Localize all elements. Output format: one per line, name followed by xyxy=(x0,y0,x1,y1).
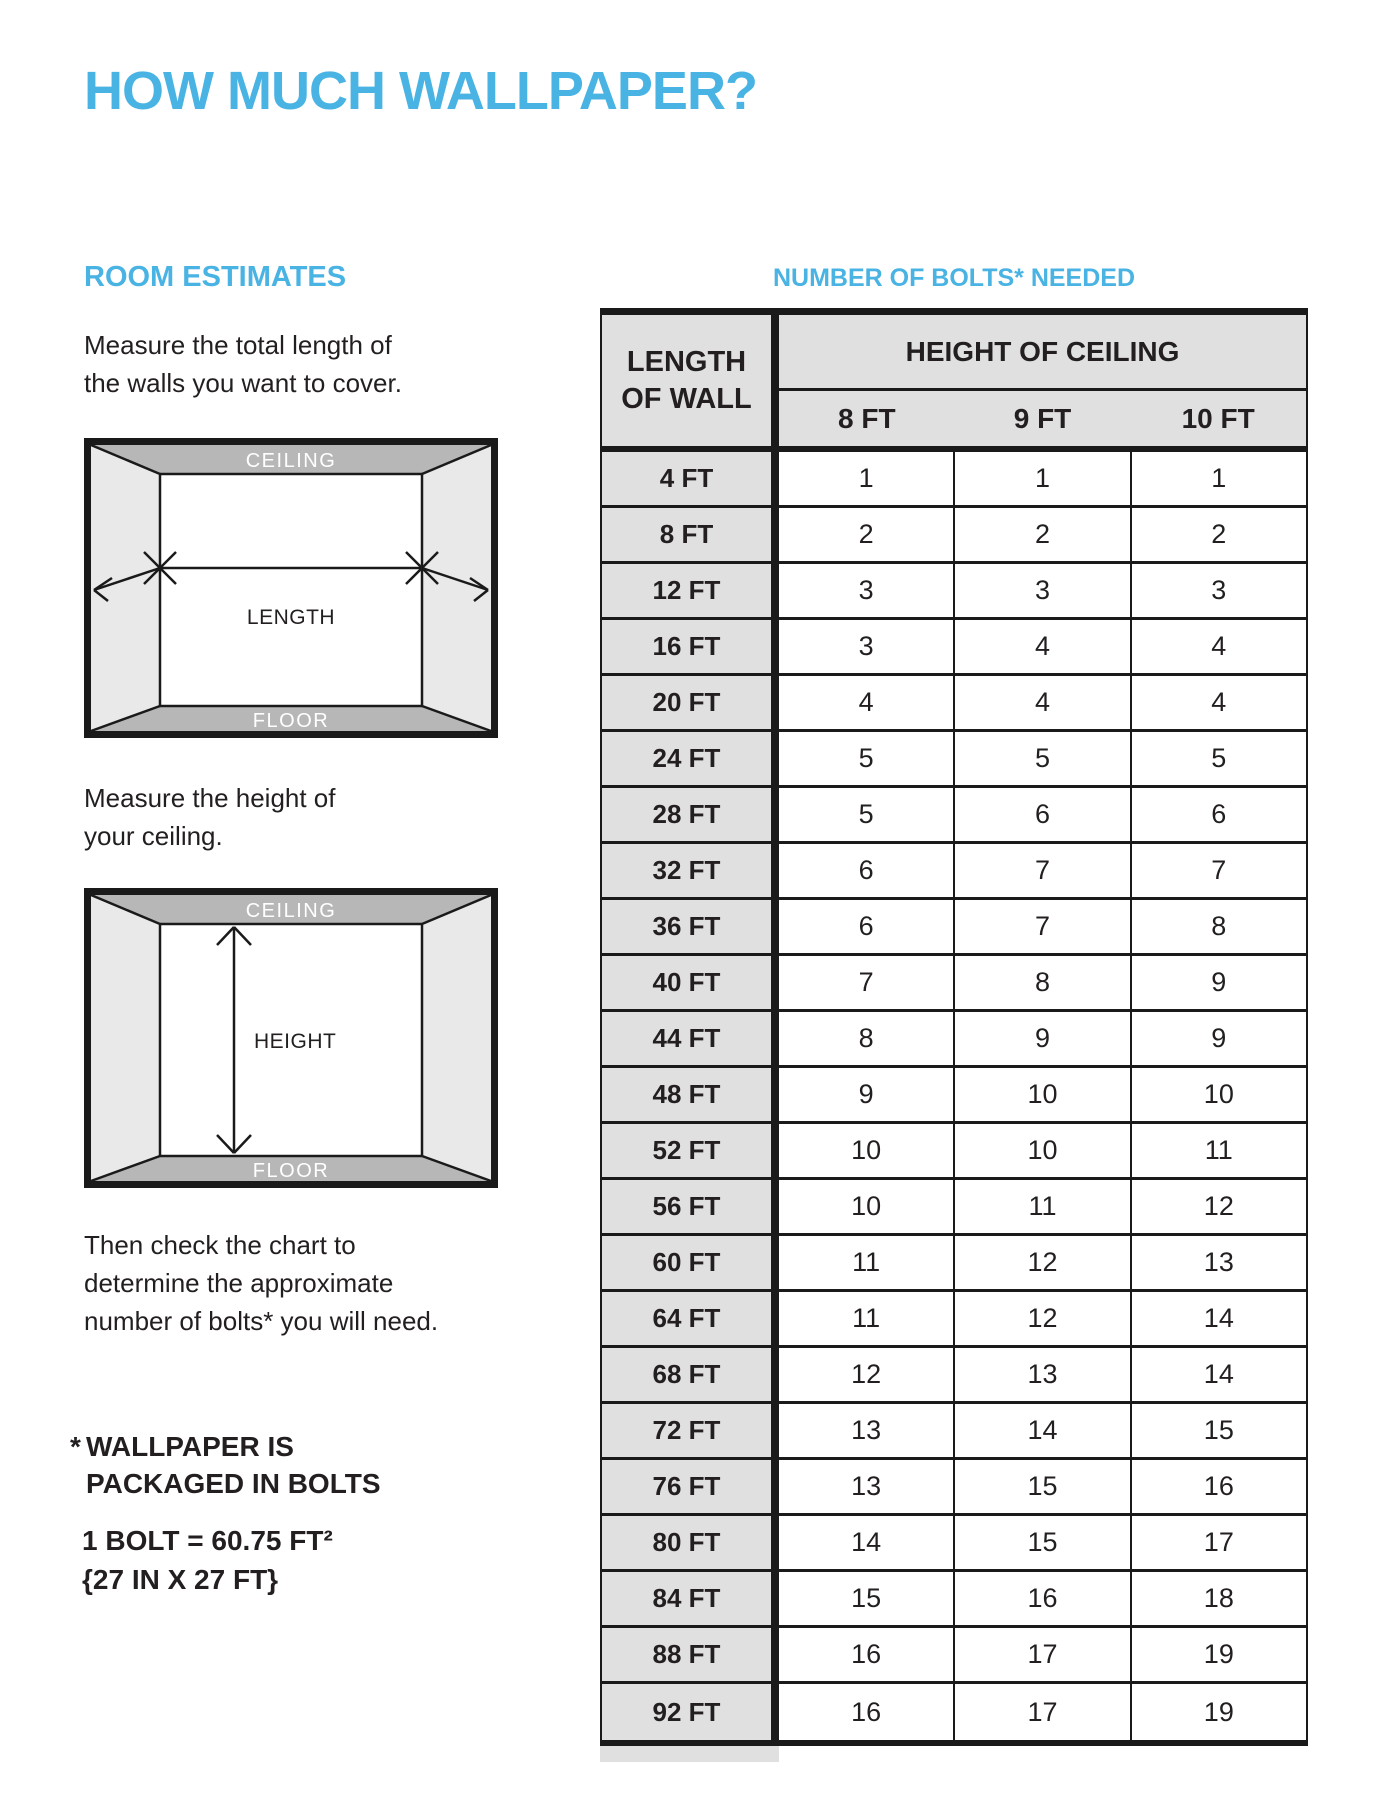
row-length-label: 8 FT xyxy=(602,508,779,561)
table-row xyxy=(602,508,1306,564)
bolts-value-cell: 4 xyxy=(779,676,953,729)
bolts-value-cell: 10 xyxy=(779,1180,953,1233)
bolts-value-cell: 5 xyxy=(1130,732,1306,785)
room-height-diagram xyxy=(84,888,498,1188)
text-line: your ceiling. xyxy=(84,821,223,851)
column-header-10ft: 10 FT xyxy=(1181,402,1255,434)
ceiling-label: CEILING xyxy=(245,450,337,472)
bolts-value-cell: 5 xyxy=(779,732,953,785)
table-row xyxy=(602,732,1306,788)
bolt-equation: 1 BOLT = 60.75 FT² xyxy=(82,1525,333,1556)
room-walls xyxy=(88,442,495,735)
row-length-label: 40 FT xyxy=(602,956,779,1009)
bolts-value-cell: 2 xyxy=(1130,508,1306,561)
text-line: Then check the chart to xyxy=(84,1230,356,1260)
row-length-label: 36 FT xyxy=(602,900,779,953)
height-of-ceiling-header: HEIGHT OF CEILING xyxy=(779,315,1306,391)
row-length-label: 64 FT xyxy=(602,1292,779,1345)
bolts-value-cell: 10 xyxy=(953,1124,1129,1177)
row-length-label: 88 FT xyxy=(602,1628,779,1681)
room-estimates-heading: ROOM ESTIMATES xyxy=(84,261,347,293)
bolts-value-cell: 4 xyxy=(953,676,1129,729)
bolts-value-cell: 15 xyxy=(779,1572,953,1625)
row-length-label: 68 FT xyxy=(602,1348,779,1401)
text-line: the walls you want to cover. xyxy=(84,368,402,398)
bolts-value-cell: 14 xyxy=(1130,1348,1306,1401)
table-row xyxy=(602,1572,1306,1628)
table-row xyxy=(602,1516,1306,1572)
measure-height-text xyxy=(84,779,336,855)
text-line: determine the approximate xyxy=(84,1268,394,1298)
bolts-value-cell: 3 xyxy=(779,564,953,617)
bolts-value-cell: 4 xyxy=(1130,620,1306,673)
page-title: HOW MUCH WALLPAPER? xyxy=(84,61,757,121)
bolts-value-cell: 9 xyxy=(1130,1012,1306,1065)
bolts-value-cell: 2 xyxy=(953,508,1129,561)
table-row xyxy=(602,564,1306,620)
bolts-value-cell: 8 xyxy=(779,1012,953,1065)
bolts-value-cell: 11 xyxy=(779,1236,953,1289)
height-label: HEIGHT xyxy=(254,1030,337,1053)
bolts-value-cell: 1 xyxy=(953,452,1129,505)
bolts-value-cell: 16 xyxy=(779,1628,953,1681)
bolts-value-cell: 10 xyxy=(779,1124,953,1177)
bolts-value-cell: 9 xyxy=(1130,956,1306,1009)
ceiling-label: CEILING xyxy=(245,900,337,922)
text-line: Measure the height of xyxy=(84,783,336,813)
table-bottom-partial-row xyxy=(600,1746,779,1762)
bolts-value-cell: 16 xyxy=(1130,1460,1306,1513)
table-row xyxy=(602,1292,1306,1348)
bolts-value-cell: 17 xyxy=(1130,1516,1306,1569)
bolts-value-cell: 1 xyxy=(779,452,953,505)
footnote-line: PACKAGED IN BOLTS xyxy=(86,1468,381,1499)
row-length-label: 56 FT xyxy=(602,1180,779,1233)
table-row xyxy=(602,1404,1306,1460)
bolts-value-cell: 7 xyxy=(953,900,1129,953)
floor-label: FLOOR xyxy=(252,710,330,732)
bolts-value-cell: 6 xyxy=(953,788,1129,841)
bolts-value-cell: 3 xyxy=(779,620,953,673)
bolts-value-cell: 17 xyxy=(953,1628,1129,1681)
bolts-value-cell: 12 xyxy=(953,1292,1129,1345)
header-line: LENGTH xyxy=(626,345,747,378)
bolts-value-cell: 7 xyxy=(779,956,953,1009)
bolts-value-cell: 13 xyxy=(953,1348,1129,1401)
row-length-label: 72 FT xyxy=(602,1404,779,1457)
table-row xyxy=(602,1012,1306,1068)
table-row xyxy=(602,1684,1306,1740)
row-length-label: 80 FT xyxy=(602,1516,779,1569)
bolts-value-cell: 11 xyxy=(779,1292,953,1345)
row-length-label: 4 FT xyxy=(602,452,779,505)
bolts-value-cell: 15 xyxy=(1130,1404,1306,1457)
bolts-value-cell: 12 xyxy=(953,1236,1129,1289)
row-length-label: 20 FT xyxy=(602,676,779,729)
text-line: number of bolts* you will need. xyxy=(84,1306,439,1336)
bolts-value-cell: 3 xyxy=(953,564,1129,617)
bolts-value-cell: 5 xyxy=(779,788,953,841)
bolts-value-cell: 4 xyxy=(1130,676,1306,729)
room-length-diagram xyxy=(84,438,498,738)
row-length-label: 60 FT xyxy=(602,1236,779,1289)
table-row xyxy=(602,1180,1306,1236)
bolt-dimensions: {27 IN X 27 FT} xyxy=(82,1564,279,1595)
floor-label: FLOOR xyxy=(252,1160,330,1182)
table-row xyxy=(602,900,1306,956)
bolts-value-cell: 19 xyxy=(1130,1684,1306,1740)
table-row xyxy=(602,1348,1306,1404)
bolts-value-cell: 8 xyxy=(953,956,1129,1009)
bolts-table-body xyxy=(602,452,1306,1740)
ceiling-height-columns xyxy=(779,391,1306,446)
table-row xyxy=(602,844,1306,900)
asterisk: * xyxy=(70,1431,81,1462)
bolts-value-cell: 8 xyxy=(1130,900,1306,953)
bolt-size-info xyxy=(82,1521,333,1599)
bolts-needed-heading: NUMBER OF BOLTS* NEEDED xyxy=(772,264,1136,292)
row-length-label: 32 FT xyxy=(602,844,779,897)
bolts-value-cell: 4 xyxy=(953,620,1129,673)
row-length-label: 84 FT xyxy=(602,1572,779,1625)
bolts-value-cell: 15 xyxy=(953,1516,1129,1569)
bolts-value-cell: 13 xyxy=(1130,1236,1306,1289)
column-header-9ft: 9 FT xyxy=(1013,402,1072,434)
bolts-value-cell: 16 xyxy=(953,1572,1129,1625)
bolts-value-cell: 10 xyxy=(1130,1068,1306,1121)
bolts-value-cell: 5 xyxy=(953,732,1129,785)
table-row xyxy=(602,956,1306,1012)
table-row xyxy=(602,1460,1306,1516)
header-line: OF WALL xyxy=(621,382,752,415)
bolts-value-cell: 11 xyxy=(953,1180,1129,1233)
measure-length-text xyxy=(84,326,402,402)
table-row xyxy=(602,1628,1306,1684)
table-row xyxy=(602,1068,1306,1124)
bolts-value-cell: 9 xyxy=(953,1012,1129,1065)
table-row xyxy=(602,620,1306,676)
bolts-value-cell: 9 xyxy=(779,1068,953,1121)
bolts-value-cell: 6 xyxy=(1130,788,1306,841)
bolts-value-cell: 6 xyxy=(779,844,953,897)
check-chart-text xyxy=(84,1226,438,1340)
length-of-wall-header xyxy=(602,315,779,446)
bolts-value-cell: 13 xyxy=(779,1460,953,1513)
row-length-label: 16 FT xyxy=(602,620,779,673)
bolts-value-cell: 7 xyxy=(953,844,1129,897)
table-row xyxy=(602,1124,1306,1180)
bolts-value-cell: 14 xyxy=(779,1516,953,1569)
bolts-value-cell: 6 xyxy=(779,900,953,953)
bolts-value-cell: 18 xyxy=(1130,1572,1306,1625)
bolts-value-cell: 1 xyxy=(1130,452,1306,505)
row-length-label: 48 FT xyxy=(602,1068,779,1121)
row-length-label: 12 FT xyxy=(602,564,779,617)
footnote-line: WALLPAPER IS xyxy=(86,1431,294,1462)
table-row xyxy=(602,788,1306,844)
bolts-value-cell: 17 xyxy=(953,1684,1129,1740)
bolts-value-cell: 19 xyxy=(1130,1628,1306,1681)
table-header xyxy=(602,315,1306,452)
text-line: Measure the total length of xyxy=(84,330,392,360)
bolts-value-cell: 15 xyxy=(953,1460,1129,1513)
bolts-value-cell: 3 xyxy=(1130,564,1306,617)
column-header-8ft: 8 FT xyxy=(838,402,896,434)
row-length-label: 24 FT xyxy=(602,732,779,785)
table-row xyxy=(602,1236,1306,1292)
bolts-value-cell: 14 xyxy=(953,1404,1129,1457)
row-length-label: 52 FT xyxy=(602,1124,779,1177)
bolts-value-cell: 11 xyxy=(1130,1124,1306,1177)
row-length-label: 76 FT xyxy=(602,1460,779,1513)
row-length-label: 44 FT xyxy=(602,1012,779,1065)
bolts-table xyxy=(600,308,1308,1746)
length-label: LENGTH xyxy=(246,606,336,629)
bolts-value-cell: 12 xyxy=(779,1348,953,1401)
bolts-value-cell: 7 xyxy=(1130,844,1306,897)
row-length-label: 28 FT xyxy=(602,788,779,841)
bolts-value-cell: 12 xyxy=(1130,1180,1306,1233)
bolts-value-cell: 16 xyxy=(779,1684,953,1740)
bolts-value-cell: 2 xyxy=(779,508,953,561)
table-row xyxy=(602,676,1306,732)
bolts-value-cell: 14 xyxy=(1130,1292,1306,1345)
bolts-value-cell: 13 xyxy=(779,1404,953,1457)
wallpaper-bolts-footnote xyxy=(70,1428,381,1502)
bolts-value-cell: 10 xyxy=(953,1068,1129,1121)
row-length-label: 92 FT xyxy=(602,1684,779,1740)
table-row xyxy=(602,452,1306,508)
